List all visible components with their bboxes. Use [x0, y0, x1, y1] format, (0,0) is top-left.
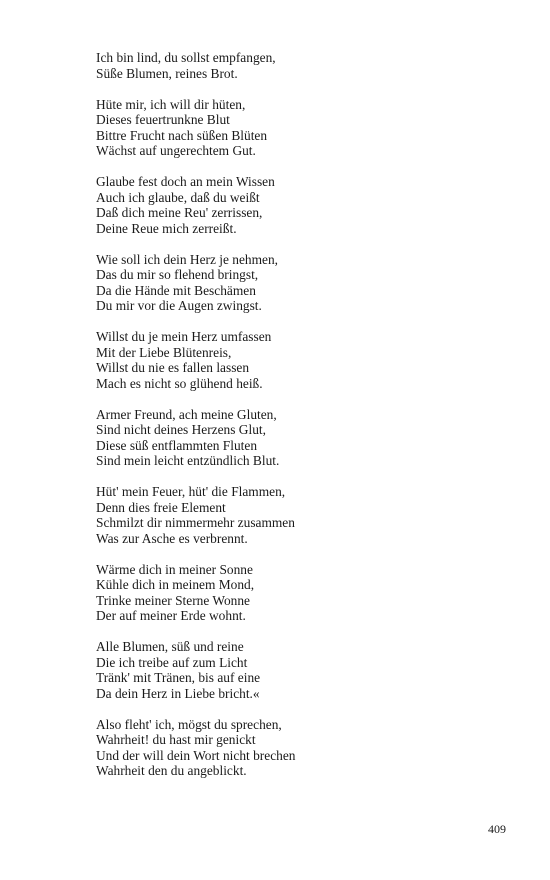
poem-line: Willst du je mein Herz umfassen [96, 329, 272, 344]
poem-line: Das du mir so flehend bringst, [96, 267, 259, 282]
poem-line: Wahrheit! du hast mir genickt [96, 732, 256, 747]
poem-line: Tränk' mit Tränen, bis auf eine [96, 670, 261, 685]
poem-line: Armer Freund, ach meine Gluten, [96, 406, 277, 422]
poem-line: Du mir vor die Augen zwingst. [96, 298, 262, 313]
stanza-9 [96, 639, 516, 701]
poem-line: Wie soll ich dein Herz je nehmen, [96, 251, 279, 267]
poem-line: Was zur Asche es verbrennt. [96, 530, 248, 546]
poem-line: Daß dich meine Reu' zerrissen, [96, 205, 263, 220]
page-number: 409 [488, 822, 506, 836]
poem-line: Sind nicht deines Herzens Glut, [96, 422, 266, 437]
stanza-2 [96, 97, 516, 159]
stanza-8 [96, 562, 516, 624]
poem-line: Glaube fest doch an mein Wissen [96, 174, 275, 189]
poem-line: Mach es nicht so glühend heiß. [96, 375, 263, 391]
poem-line: Kühle dich in meinem Mond, [96, 577, 255, 592]
stanza-6 [96, 407, 516, 469]
poem-line: Denn dies freie Element [96, 499, 226, 515]
poem-line: Alle Blumen, süß und reine [96, 639, 244, 654]
poem-line: Wärme dich in meiner Sonne [96, 561, 253, 577]
poem-line: Auch ich glaube, daß du weißt [96, 189, 260, 205]
poem-line: Sind mein leicht entzündlich Blut. [96, 453, 280, 468]
stanza-3 [96, 174, 516, 236]
poem-line: Trinke meiner Sterne Wonne [96, 592, 251, 608]
poem-line: Da die Hände mit Beschämen [96, 282, 256, 298]
stanza-7 [96, 484, 516, 546]
poem-line: Deine Reue mich zerreißt. [96, 220, 237, 236]
poem-line: Also fleht' ich, mögst du sprechen, [96, 716, 282, 732]
poem-line: Ich bin lind, du sollst empfangen, [96, 50, 276, 65]
poem-line: Wahrheit den du angeblickt. [96, 763, 247, 778]
poem-line: Willst du nie es fallen lassen [96, 360, 250, 375]
poem-line: Süße Blumen, reines Brot. [96, 65, 238, 81]
poem-line: Da dein Herz in Liebe bricht.« [96, 685, 260, 701]
poem-line: Mit der Liebe Blütenreis, [96, 344, 232, 360]
poem-line: Bittre Frucht nach süßen Blüten [96, 127, 268, 143]
poem-line: Wächst auf ungerechtem Gut. [96, 143, 256, 158]
poem-line: Hüt' mein Feuer, hüt' die Flammen, [96, 484, 286, 499]
poem-body [96, 50, 516, 794]
poem-line: Der auf meiner Erde wohnt. [96, 608, 246, 623]
poem-line: Schmilzt dir nimmermehr zusammen [96, 515, 295, 530]
poem-line: Die ich treibe auf zum Licht [96, 654, 248, 670]
stanza-1 [96, 50, 516, 81]
poem-line: Dieses feuertrunkne Blut [96, 112, 230, 127]
poem-line: Und der will dein Wort nicht brechen [96, 747, 296, 763]
stanza-5 [96, 329, 516, 391]
poem-line: Diese süß entflammten Fluten [96, 437, 258, 453]
stanza-4 [96, 252, 516, 314]
poem-line: Hüte mir, ich will dir hüten, [96, 96, 246, 112]
stanza-10 [96, 717, 516, 779]
